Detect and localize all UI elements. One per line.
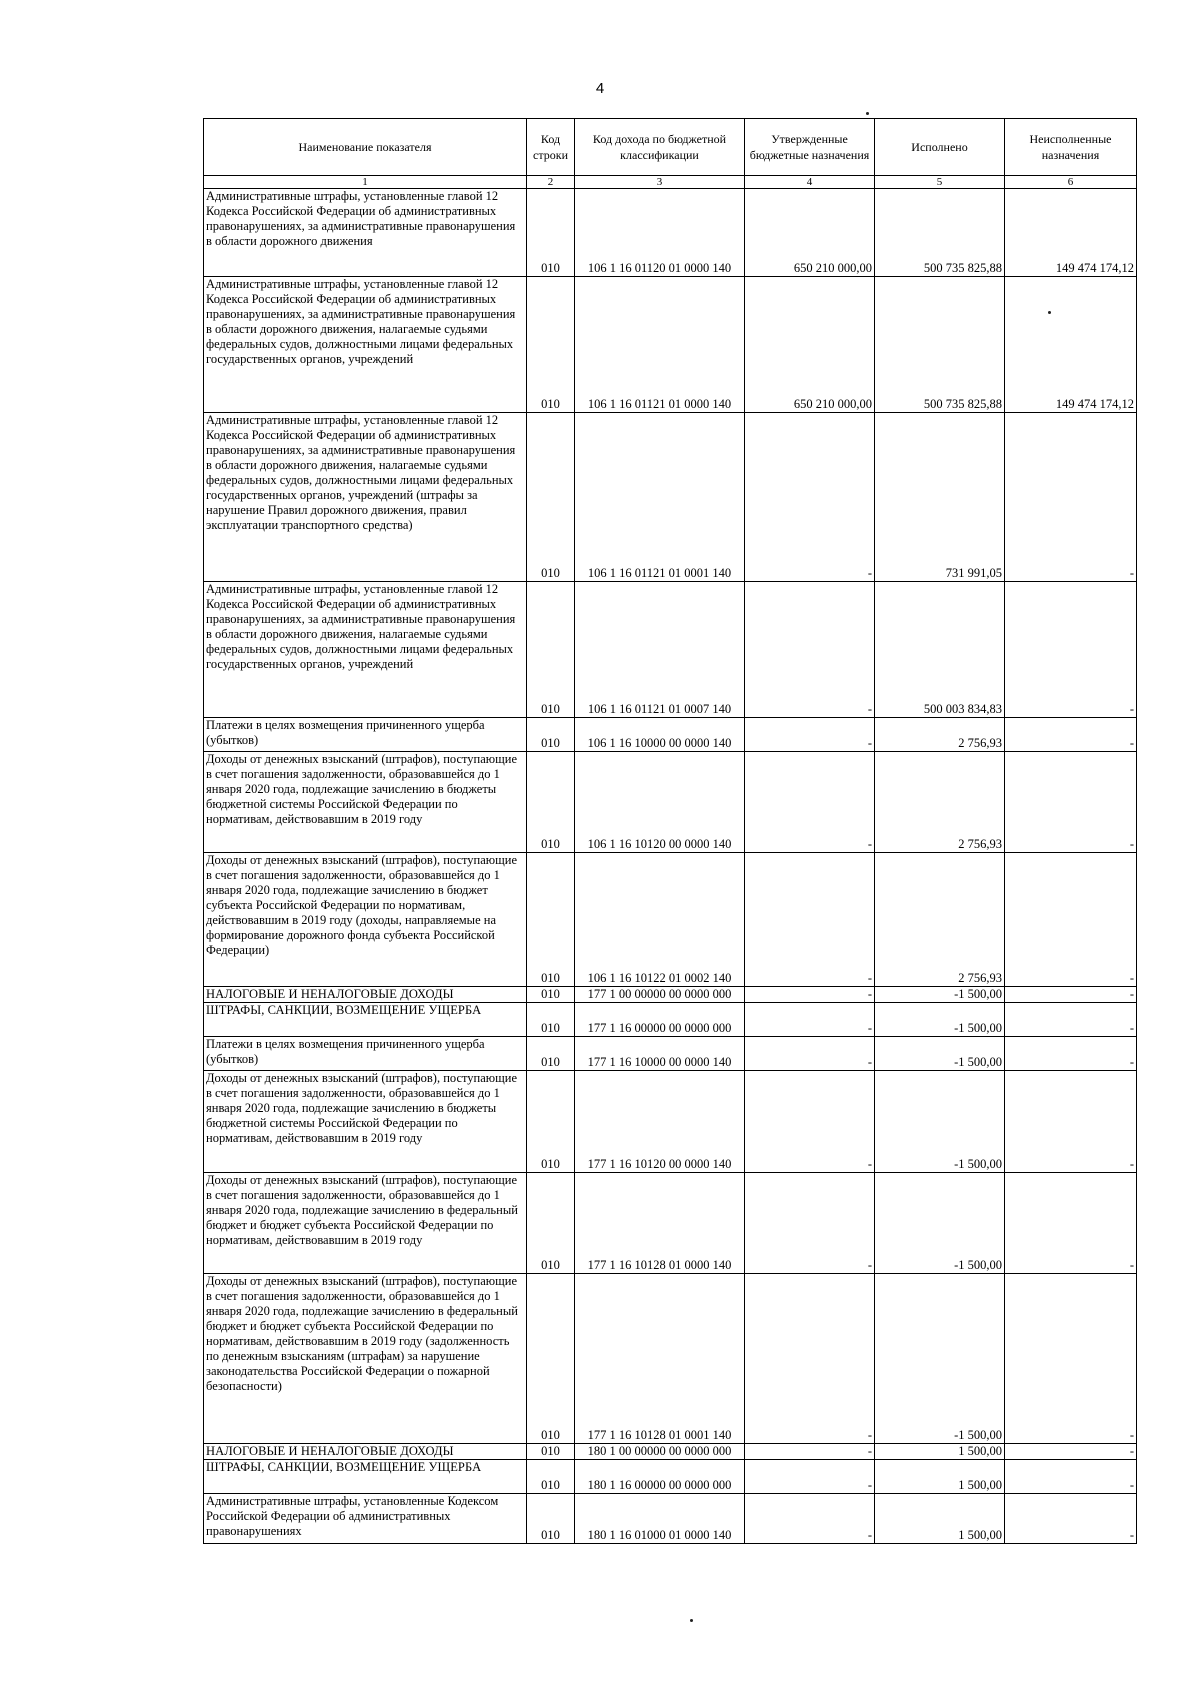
table-row: [204, 1173, 1137, 1274]
income-code: 180 1 16 01000 01 0000 140: [575, 1494, 745, 1544]
approved-amount: -: [745, 853, 875, 987]
approved-amount: -: [745, 1494, 875, 1544]
table-row: [204, 853, 1137, 987]
column-number-row: [204, 176, 1137, 189]
line-code: 010: [527, 987, 575, 1003]
approved-amount: -: [745, 1173, 875, 1274]
unexecuted-amount: -: [1005, 1173, 1137, 1274]
indicator-name: Административные штрафы, установленные главой 12 Кодекса Российской Федерации об административных правонарушениях, за административные правонарушения в области дорожного движения, налагаемые судьями федеральных судов, должностными лицами федеральных государственных органов, учреждений (штрафы за нарушение Правил дорожного движения, правил эксплуатации транспортного средства): [204, 413, 527, 582]
line-code: 010: [527, 1274, 575, 1444]
approved-amount: -: [745, 1037, 875, 1071]
income-code: 106 1 16 10120 00 0000 140: [575, 752, 745, 853]
executed-amount: -1 500,00: [875, 1274, 1005, 1444]
executed-amount: -1 500,00: [875, 1003, 1005, 1037]
table-row: [204, 1003, 1137, 1037]
income-code: 177 1 16 10000 00 0000 140: [575, 1037, 745, 1071]
approved-amount: -: [745, 582, 875, 718]
indicator-name: Доходы от денежных взысканий (штрафов), поступающие в счет погашения задолженности, образовавшейся до 1 января 2020 года, подлежащие зачислению в федеральный бюджет и бюджет субъекта Российской Федерации по нормативам, действовавшим в 2019 году: [204, 1173, 527, 1274]
indicator-name: Административные штрафы, установленные Кодексом Российской Федерации об административных правонарушениях: [204, 1494, 527, 1544]
table-row: [204, 582, 1137, 718]
table-row: [204, 987, 1137, 1003]
executed-amount: 2 756,93: [875, 752, 1005, 853]
column-number: 1: [204, 176, 527, 189]
approved-amount: 650 210 000,00: [745, 189, 875, 277]
executed-amount: 2 756,93: [875, 718, 1005, 752]
scan-speck: [690, 1619, 693, 1622]
column-number: 3: [575, 176, 745, 189]
executed-amount: 1 500,00: [875, 1444, 1005, 1460]
unexecuted-amount: -: [1005, 1071, 1137, 1173]
unexecuted-amount: -: [1005, 718, 1137, 752]
unexecuted-amount: -: [1005, 413, 1137, 582]
header-name: Наименование показателя: [204, 119, 527, 176]
unexecuted-amount: -: [1005, 1444, 1137, 1460]
approved-amount: -: [745, 987, 875, 1003]
page-number: 4: [595, 80, 605, 97]
income-code: 177 1 16 10128 01 0001 140: [575, 1274, 745, 1444]
income-code: 106 1 16 10122 01 0002 140: [575, 853, 745, 987]
table-row: [204, 1071, 1137, 1173]
income-code: 106 1 16 01121 01 0000 140: [575, 277, 745, 413]
approved-amount: -: [745, 718, 875, 752]
unexecuted-amount: 149 474 174,12: [1005, 277, 1137, 413]
executed-amount: 1 500,00: [875, 1460, 1005, 1494]
scan-speck: [1048, 311, 1051, 314]
line-code: 010: [527, 1071, 575, 1173]
income-code: 177 1 16 10128 01 0000 140: [575, 1173, 745, 1274]
column-number: 4: [745, 176, 875, 189]
header-executed: Исполнено: [875, 119, 1005, 176]
approved-amount: -: [745, 413, 875, 582]
indicator-name: Административные штрафы, установленные главой 12 Кодекса Российской Федерации об административных правонарушениях, за административные правонарушения в области дорожного движения: [204, 189, 527, 277]
column-number: 5: [875, 176, 1005, 189]
indicator-name: НАЛОГОВЫЕ И НЕНАЛОГОВЫЕ ДОХОДЫ: [204, 1444, 527, 1460]
executed-amount: 731 991,05: [875, 413, 1005, 582]
indicator-name: Доходы от денежных взысканий (штрафов), поступающие в счет погашения задолженности, образовавшейся до 1 января 2020 года, подлежащие зачислению в федеральный бюджет и бюджет субъекта Российской Федерации по нормативам, действовавшим в 2019 году (задолженность по денежным взысканиям (штрафам) за нарушение законодательства Российской Федерации о пожарной безопасности): [204, 1274, 527, 1444]
header-line-code: Код строки: [527, 119, 575, 176]
income-code: 177 1 00 00000 00 0000 000: [575, 987, 745, 1003]
line-code: 010: [527, 277, 575, 413]
approved-amount: -: [745, 1071, 875, 1173]
income-code: 177 1 16 00000 00 0000 000: [575, 1003, 745, 1037]
column-number: 6: [1005, 176, 1137, 189]
executed-amount: 1 500,00: [875, 1494, 1005, 1544]
income-code: 106 1 16 10000 00 0000 140: [575, 718, 745, 752]
unexecuted-amount: -: [1005, 1460, 1137, 1494]
table-row: [204, 413, 1137, 582]
indicator-name: Административные штрафы, установленные главой 12 Кодекса Российской Федерации об административных правонарушениях, за административные правонарушения в области дорожного движения, налагаемые судьями федеральных судов, должностными лицами федеральных государственных органов, учреждений: [204, 277, 527, 413]
executed-amount: -1 500,00: [875, 987, 1005, 1003]
executed-amount: -1 500,00: [875, 1173, 1005, 1274]
line-code: 010: [527, 413, 575, 582]
table-row: [204, 718, 1137, 752]
executed-amount: 500 003 834,83: [875, 582, 1005, 718]
header-approved: Утвержденные бюджетные назначения: [745, 119, 875, 176]
approved-amount: 650 210 000,00: [745, 277, 875, 413]
indicator-name: Доходы от денежных взысканий (штрафов), поступающие в счет погашения задолженности, образовавшейся до 1 января 2020 года, подлежащие зачислению в бюджеты бюджетной системы Российской Федерации по нормативам, действовавшим в 2019 году: [204, 1071, 527, 1173]
table-row: [204, 752, 1137, 853]
indicator-name: НАЛОГОВЫЕ И НЕНАЛОГОВЫЕ ДОХОДЫ: [204, 987, 527, 1003]
line-code: 010: [527, 718, 575, 752]
indicator-name: Доходы от денежных взысканий (штрафов), поступающие в счет погашения задолженности, образовавшейся до 1 января 2020 года, подлежащие зачислению в бюджет субъекта Российской Федерации по нормативам, действовавшим в 2019 году (доходы, направляемые на формирование дорожного фонда субъекта Российской Федерации): [204, 853, 527, 987]
indicator-name: ШТРАФЫ, САНКЦИИ, ВОЗМЕЩЕНИЕ УЩЕРБА: [204, 1003, 527, 1037]
approved-amount: -: [745, 1274, 875, 1444]
income-code: 180 1 00 00000 00 0000 000: [575, 1444, 745, 1460]
unexecuted-amount: -: [1005, 853, 1137, 987]
approved-amount: -: [745, 1460, 875, 1494]
executed-amount: -1 500,00: [875, 1071, 1005, 1173]
line-code: 010: [527, 1173, 575, 1274]
unexecuted-amount: -: [1005, 1274, 1137, 1444]
approved-amount: -: [745, 1444, 875, 1460]
line-code: 010: [527, 1444, 575, 1460]
header-unexecuted: Неисполненные назначения: [1005, 119, 1137, 176]
executed-amount: -1 500,00: [875, 1037, 1005, 1071]
indicator-name: Административные штрафы, установленные главой 12 Кодекса Российской Федерации об административных правонарушениях, за административные правонарушения в области дорожного движения, налагаемые судьями федеральных судов, должностными лицами федеральных государственных органов, учреждений: [204, 582, 527, 718]
indicator-name: Доходы от денежных взысканий (штрафов), поступающие в счет погашения задолженности, образовавшейся до 1 января 2020 года, подлежащие зачислению в бюджеты бюджетной системы Российской Федерации по нормативам, действовавшим в 2019 году: [204, 752, 527, 853]
unexecuted-amount: 149 474 174,12: [1005, 189, 1137, 277]
line-code: 010: [527, 1460, 575, 1494]
line-code: 010: [527, 1037, 575, 1071]
header-income-code: Код дохода по бюджетной классификации: [575, 119, 745, 176]
table-row: [204, 1444, 1137, 1460]
line-code: 010: [527, 189, 575, 277]
unexecuted-amount: -: [1005, 752, 1137, 853]
unexecuted-amount: -: [1005, 1003, 1137, 1037]
unexecuted-amount: -: [1005, 582, 1137, 718]
table-row: [204, 1494, 1137, 1544]
indicator-name: ШТРАФЫ, САНКЦИИ, ВОЗМЕЩЕНИЕ УЩЕРБА: [204, 1460, 527, 1494]
table-row: [204, 1460, 1137, 1494]
income-code: 177 1 16 10120 00 0000 140: [575, 1071, 745, 1173]
unexecuted-amount: -: [1005, 987, 1137, 1003]
table-row: [204, 277, 1137, 413]
table-row: [204, 1037, 1137, 1071]
approved-amount: -: [745, 752, 875, 853]
income-code: 180 1 16 00000 00 0000 000: [575, 1460, 745, 1494]
indicator-name: Платежи в целях возмещения причиненного ущерба (убытков): [204, 718, 527, 752]
scan-speck: [866, 112, 869, 115]
executed-amount: 500 735 825,88: [875, 189, 1005, 277]
executed-amount: 500 735 825,88: [875, 277, 1005, 413]
indicator-name: Платежи в целях возмещения причиненного ущерба (убытков): [204, 1037, 527, 1071]
unexecuted-amount: -: [1005, 1494, 1137, 1544]
income-code: 106 1 16 01121 01 0001 140: [575, 413, 745, 582]
column-number: 2: [527, 176, 575, 189]
line-code: 010: [527, 1494, 575, 1544]
executed-amount: 2 756,93: [875, 853, 1005, 987]
approved-amount: -: [745, 1003, 875, 1037]
line-code: 010: [527, 752, 575, 853]
table-row: [204, 1274, 1137, 1444]
income-code: 106 1 16 01121 01 0007 140: [575, 582, 745, 718]
income-code: 106 1 16 01120 01 0000 140: [575, 189, 745, 277]
line-code: 010: [527, 1003, 575, 1037]
unexecuted-amount: -: [1005, 1037, 1137, 1071]
budget-execution-table: [203, 118, 1137, 1544]
table-header-row: [204, 119, 1137, 176]
line-code: 010: [527, 853, 575, 987]
line-code: 010: [527, 582, 575, 718]
table-row: [204, 189, 1137, 277]
